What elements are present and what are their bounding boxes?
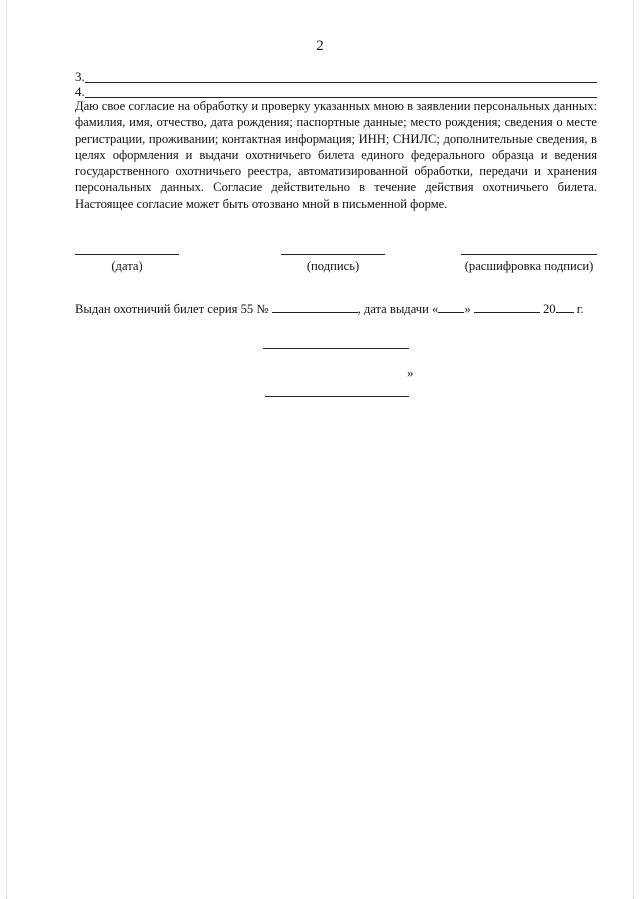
decoding-line xyxy=(461,248,597,255)
number-blank xyxy=(272,302,358,313)
month-blank xyxy=(474,302,540,313)
numbered-line-4 xyxy=(75,85,85,99)
issued-ticket-line xyxy=(75,302,605,317)
decoding-label: (расшифровка подписи) xyxy=(464,259,594,273)
scan-edge-right xyxy=(633,0,635,899)
official-signature-line xyxy=(263,348,409,349)
year-blank xyxy=(556,302,574,313)
day-blank xyxy=(438,302,464,313)
date-signature-block xyxy=(75,248,179,274)
issue-date-prefix: , дата выдачи « xyxy=(357,302,439,316)
official-date-line xyxy=(265,396,409,397)
decoding-signature-block xyxy=(461,248,597,274)
signature-block xyxy=(281,248,385,274)
year-prefix: 20 xyxy=(542,302,556,316)
line-number: 4. xyxy=(75,84,85,99)
numbered-line-3 xyxy=(75,70,85,84)
consent-paragraph: Даю свое согласие на обработку и проверку указанных мною в заявлении персональных данных: фамилия, имя, отчество, дата рождения; паспортные данные; место рождения; сведения о месте регистрации, проживании; контактная информация; ИНН; СНИЛС; дополнительные сведения, в целях оформления и выдачи охотничьего билета единого федерального образца и ведения государственного охотничьего реестра, автоматизированной обработки, передачи и хранения персональных данных. Согласие действительно в течение действия охотничьего билета. Настоящее согласие может быть отозвано мной в письменной форме. xyxy=(75,99,597,211)
date-line xyxy=(75,248,179,255)
year-suffix: г. xyxy=(576,302,584,316)
issued-prefix: Выдан охотничий билет серия 55 № xyxy=(75,302,269,316)
line-number: 3. xyxy=(75,69,85,84)
date-label: (дата) xyxy=(111,259,143,273)
signature-line xyxy=(281,248,385,255)
closing-quote: » xyxy=(407,365,414,380)
quote-close: » xyxy=(464,302,471,316)
fill-in-line xyxy=(85,82,597,83)
signature-label: (подпись) xyxy=(306,259,360,273)
scan-edge-left xyxy=(6,0,8,899)
page-number: 2 xyxy=(316,38,324,54)
